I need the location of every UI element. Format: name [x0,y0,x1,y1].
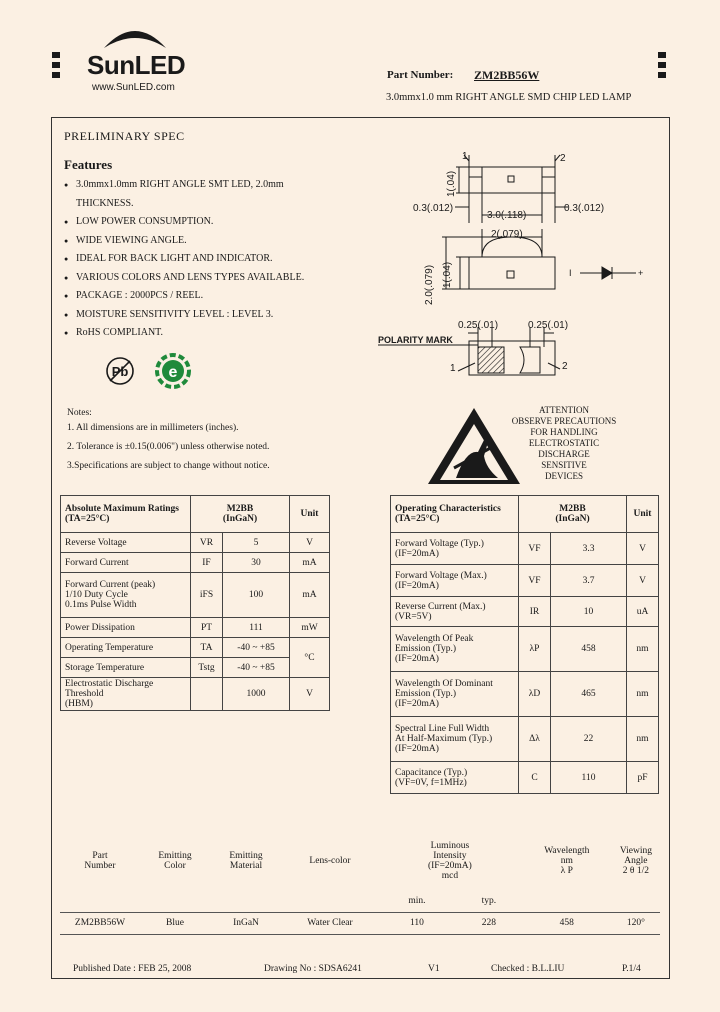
pin-1-label: 1 [462,151,468,162]
feature-item: ● LOW POWER CONSUMPTION. [64,213,354,232]
bottom-pin-1: 1 [450,363,456,374]
cathode-symbol: I [569,268,572,278]
table-row: Forward Voltage (Typ.) (IF=20mA) VF 3.3 V [391,533,659,565]
feature-item: ● WIDE VIEWING ANGLE. [64,232,354,251]
op-char-header: Operating Characteristics (TA=25°C) [391,496,519,533]
esd-warning-text: ATTENTION OBSERVE PRECAUTIONS FOR HANDLING ELECTROSTATIC DISCHARGE SENSITIVE DEVICES [511,405,617,481]
footer-page: P.1/4 [622,964,641,974]
pb-label: Pb [111,364,129,379]
dim-body-height: 1(.04) [442,261,453,288]
sel-header-angle: Viewing Angle 2 θ 1/2 [619,846,652,876]
note-item: 1. All dimensions are in millimeters (inches). [67,423,239,433]
corner-bar [52,72,60,78]
pb-free-icon [104,355,136,387]
table-row: Power Dissipation PT 111 mW [61,618,330,638]
feature-item: ● RoHS COMPLIANT. [64,324,354,343]
selection-guide-table [60,832,660,935]
table-row: Electrostatic Discharge Threshold (HBM) 1000 V [61,678,330,711]
note-item: 3.Specifications are subject to change without notice. [67,461,270,471]
package-drawing [370,145,670,385]
abs-max-header: Absolute Maximum Ratings (TA=25°C) [61,496,191,533]
op-char-part-header: M2BB (InGaN) [519,496,627,533]
abs-max-table [60,495,330,711]
table-row: Forward Current (peak) 1/10 Duty Cycle 0.1ms Pulse Width iFS 100 mA [61,573,330,618]
e-label: e [168,364,178,381]
table-row: Spectral Line Full Width At Half-Maximum (Typ.) (IF=20mA) Δλ 22 nm [391,717,659,762]
sel-header-typ: typ. [481,895,497,906]
dim-pad-left: 0.25(.01) [458,320,499,331]
corner-bar [658,62,666,68]
part-number-label: Part Number: [387,69,454,81]
sel-header-lens: Lens-color [309,856,351,866]
corner-bar [658,52,666,58]
brand-name: SunLED [87,50,186,80]
footer-checked: Checked : B.L.LIU [491,964,565,974]
table-row: Capacitance (Typ.) (VF=0V, f=1MHz) C 110 pF [391,762,659,794]
dim-left: 0.3(.012) [413,203,454,214]
table-row: ZM2BB56W Blue InGaN Water Clear 110 228 458 120° [60,912,660,934]
note-item: 2. Tolerance is ±0.15(0.006") unless otherwise noted. [67,442,270,452]
abs-max-unit-header: Unit [290,496,330,533]
polarity-mark-label: POLARITY MARK [378,335,453,345]
dim-height: 1(.04) [446,170,457,197]
table-row: Wavelength Of Peak Emission (Typ.) (IF=20mA) λP 458 nm [391,627,659,672]
footer-version: V1 [428,964,440,974]
dim-pad-right: 0.25(.01) [528,320,569,331]
feature-item: ● 3.0mmx1.0mm RIGHT ANGLE SMT LED, 2.0mm THICKNESS. [64,176,354,213]
preliminary-spec: PRELIMINARY SPEC [64,129,185,143]
logo-arc-icon [100,20,170,50]
table-row: Wavelength Of Dominant Emission (Typ.) (IF=20mA) λD 465 nm [391,672,659,717]
sel-header-color: Emitting Color [158,851,192,871]
dim-right: 0.3(.012) [564,203,605,214]
table-row: Operating Temperature TA -40 ~ +85 °C [61,638,330,658]
feature-item: ● MOISTURE SENSITIVITY LEVEL : LEVEL 3. [64,306,354,325]
corner-bar [52,52,60,58]
notes-title: Notes: [67,408,92,418]
table-row: Reverse Current (Max.) (VR=5V) IR 10 uA [391,597,659,627]
table-row: Reverse Voltage VR 5 V [61,533,330,553]
dim-front-height: 2.0(.079) [424,264,435,305]
features-title: Features [64,157,113,172]
sel-header-min: min. [408,895,426,906]
sel-header-material: Emitting Material [229,851,263,871]
sel-header-wavelength: Wavelength nm λ P [544,846,590,876]
corner-bar [658,72,666,78]
table-row: Storage Temperature Tstg -40 ~ +85 [61,658,330,678]
feature-item: ● PACKAGE : 2000PCS / REEL. [64,287,354,306]
feature-item: ● IDEAL FOR BACK LIGHT AND INDICATOR. [64,250,354,269]
features-list [64,176,354,343]
bottom-pin-2: 2 [562,361,568,372]
corner-bar [52,62,60,68]
footer-drawing-no: Drawing No : SDSA6241 [264,964,362,974]
sel-header-part: Part Number [84,851,116,871]
notes [67,404,270,476]
abs-max-part-header: M2BB (InGaN) [191,496,290,533]
part-number: ZM2BB56W [474,68,540,82]
anode-symbol: + [638,268,644,278]
operating-char-table [390,495,659,794]
dim-top: 2(.079) [491,229,523,240]
table-row: Forward Current IF 30 mA [61,553,330,573]
sel-header-intensity: Luminous Intensity (IF=20mA) mcd [427,841,472,881]
brand-url[interactable]: www.SunLED.com [92,82,175,93]
rohs-e-icon [154,352,192,390]
pin-2-label: 2 [560,153,566,164]
table-row: Forward Voltage (Max.) (IF=20mA) VF 3.7 V [391,565,659,597]
page-subtitle: 3.0mmx1.0 mm RIGHT ANGLE SMD CHIP LED LAMP [386,92,632,103]
footer-published: Published Date : FEB 25, 2008 [73,964,192,974]
feature-item: ● VARIOUS COLORS AND LENS TYPES AVAILABLE. [64,269,354,288]
op-char-unit-header: Unit [627,496,659,533]
dim-width: 3.0(.118) [487,210,527,221]
